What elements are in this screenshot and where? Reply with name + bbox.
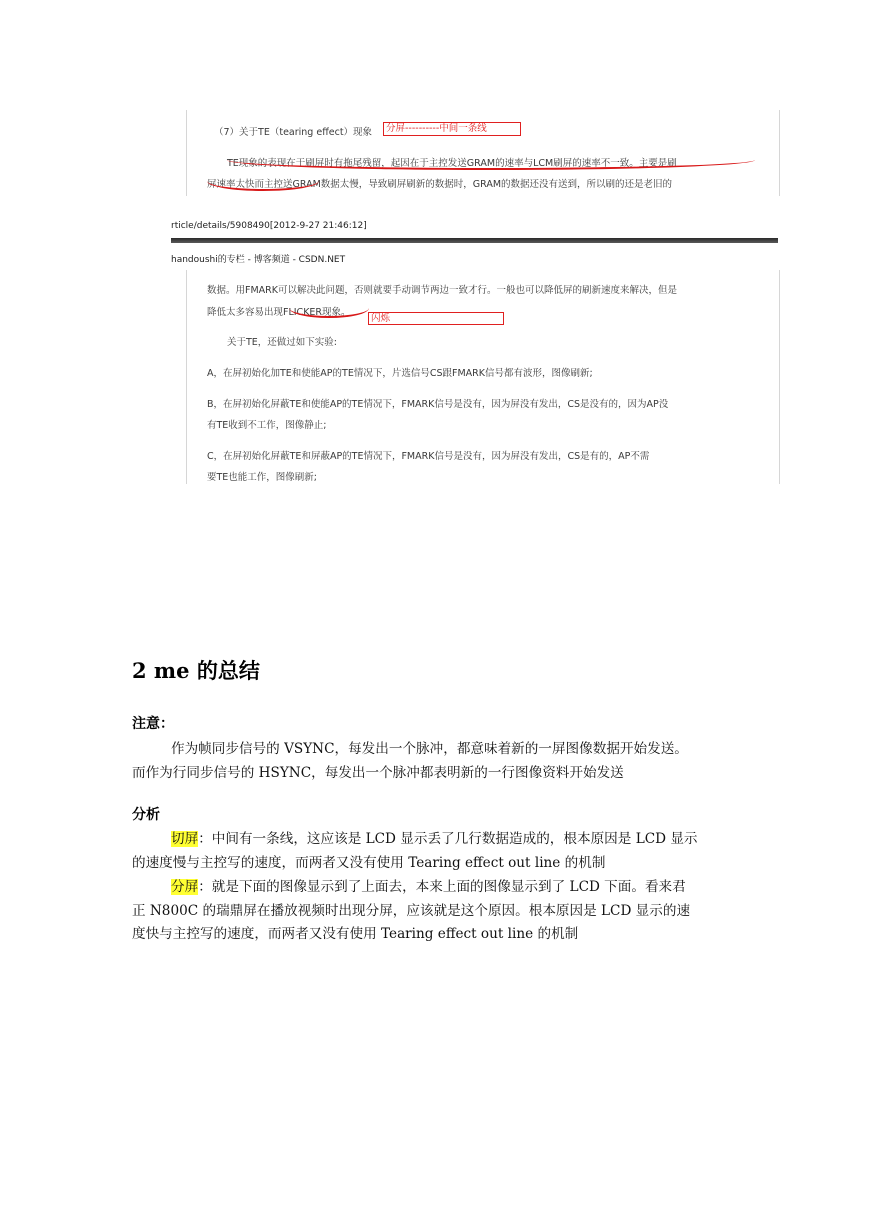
analysis-label: 分析 [132, 807, 160, 823]
split-screen-term: 分屏 [171, 879, 199, 895]
summary-heading: 2 me 的总结 [132, 658, 260, 683]
embedded-screenshot-bottom [186, 270, 780, 484]
browser-tab-bar [171, 238, 778, 243]
annotation-box-split-screen: 分屏----------中间一条线 [383, 122, 521, 136]
note-line-1: 作为帧同步信号的 VSYNC，每发出一个脉冲，都意味着新的一屏图像数据开始发送。 [171, 741, 688, 757]
te-description-line-1: TE现象的表现在于刷屏时有拖尾残留，起因在于主控发送GRAM的速率与LCM刷屏的速率不一致。主要是刷 [227, 158, 677, 169]
cut-screen-line-1 [171, 827, 698, 847]
cut-screen-text: ：中间有一条线，这应该是 LCD 显示丢了几行数据造成的，根本原因是 LCD 显示 [198, 831, 698, 847]
browser-url-fragment: rticle/details/5908490[2012-9-27 21:46:12] [171, 221, 367, 231]
fmark-line-2: 降低太多容易出现FLICKER现象。 [207, 307, 351, 318]
experiment-intro: 关于TE，还做过如下实验: [227, 337, 338, 348]
te-section-heading: （7）关于TE（tearing effect）现象 [214, 127, 373, 138]
note-line-2: 而作为行同步信号的 HSYNC，每发出一个脉冲都表明新的一行图像资料开始发送 [132, 765, 624, 781]
split-screen-line-2: 正 N800C 的瑞鼎屏在播放视频时出现分屏，应该就是这个原因。根本原因是 LCD 显示的速 [132, 903, 691, 919]
annotation-box-flicker: 闪烁 [368, 312, 504, 325]
experiment-item-a: A，在屏初始化加TE和使能AP的TE情况下，片选信号CS跟FMARK信号都有波形，图像刷新; [207, 368, 593, 379]
experiment-item-c-line-2: 要TE也能工作，图像刷新; [207, 472, 318, 483]
split-screen-text: ：就是下面的图像显示到了上面去，本来上面的图像显示到了 LCD 下面。看来君 [198, 879, 686, 895]
note-label: 注意： [132, 716, 174, 732]
cut-screen-line-2: 的速度慢与主控写的速度，而两者又没有使用 Tearing effect out line 的机制 [132, 855, 606, 871]
fmark-line-1: 数据。用FMARK可以解决此问题，否则就要手动调节两边一致才行。一般也可以降低屏的刷新速度来解决，但是 [207, 285, 677, 296]
experiment-item-b-line-2: 有TE收到不工作，图像静止; [207, 420, 327, 431]
experiment-item-c-line-1: C，在屏初始化屏蔽TE和屏蔽AP的TE情况下，FMARK信号是没有，因为屏没有发出，CS是有的，AP不需 [207, 451, 650, 462]
embedded-screenshot-top [186, 110, 780, 196]
split-screen-line-1 [171, 875, 686, 895]
browser-tab-title: handoushi的专栏 - 博客频道 - CSDN.NET [171, 255, 346, 265]
cut-screen-term: 切屏 [171, 831, 199, 847]
split-screen-line-3: 度快与主控写的速度，而两者又没有使用 Tearing effect out line 的机制 [132, 926, 579, 942]
te-description-line-2: 屏速率太快而主控送GRAM数据太慢，导致刷屏刷新的数据时，GRAM的数据还没有送到，所以刷的还是老旧的 [207, 179, 673, 190]
experiment-item-b-line-1: B，在屏初始化屏蔽TE和使能AP的TE情况下，FMARK信号是没有，因为屏没有发出，CS是没有的，因为AP没 [207, 399, 669, 410]
